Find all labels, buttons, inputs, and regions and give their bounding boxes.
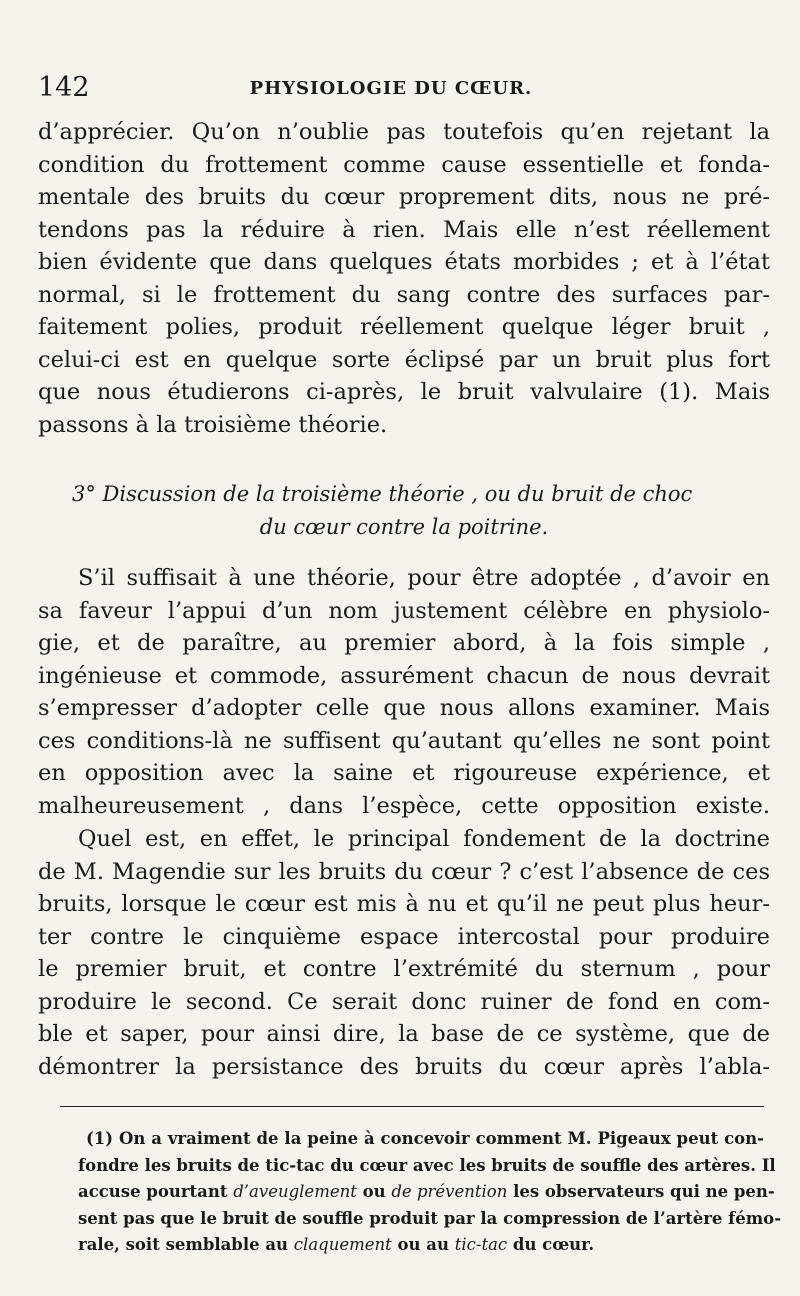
footnote-emphasis: claquement: [293, 1235, 392, 1254]
footnote-emphasis: tic-tac: [454, 1235, 508, 1254]
text-line: S’il suffisait à une théorie, pour être adoptée , d’avoir en: [78, 565, 770, 591]
text-line: le premier bruit, et contre l’extrémité du sternum , pour: [38, 956, 770, 982]
text-line: passons à la troisième théorie.: [38, 411, 388, 438]
section-heading-line-2: du cœur contre la poitrine.: [259, 515, 549, 539]
section-heading-line-1: 3° Discussion de la troisième théorie , ou du bruit de choc: [72, 482, 693, 506]
paragraph-2: [38, 562, 770, 822]
footnote-line: [78, 1179, 775, 1206]
running-title: PHYSIOLOGIE DU CŒUR.: [249, 78, 533, 99]
footnote-line: fondre les bruits de tic-tac du cœur avec les bruits de souffle des artères. Il: [78, 1155, 776, 1175]
paragraph-1: [38, 116, 770, 441]
text-line: faitement polies, produit réellement quelque léger bruit ,: [38, 314, 770, 340]
footnote-text: accuse pourtant: [78, 1182, 234, 1201]
page-number: 142: [38, 72, 90, 103]
text-line: bruits, lorsque le cœur est mis à nu et qu’il ne peut plus heur-: [38, 891, 770, 917]
text-line: mentale des bruits du cœur proprement dits, nous ne pré-: [38, 184, 770, 210]
footnote-emphasis: d’aveuglement: [233, 1182, 357, 1201]
footnote-text: les observateurs qui ne pen-: [507, 1182, 775, 1201]
section-heading: [38, 478, 770, 544]
text-line: gie, et de paraître, au premier abord, à la fois simple ,: [38, 630, 770, 656]
footnote-text: du cœur.: [507, 1235, 595, 1254]
footnote-text: rale, soit semblable au: [78, 1235, 294, 1254]
text-line: que nous étudierons ci-après, le bruit valvulaire (1). Mais: [38, 379, 770, 405]
text-line: ble et saper, pour ainsi dire, la base de ce système, que de: [38, 1021, 770, 1047]
footnote-emphasis: de prévention: [391, 1182, 508, 1201]
text-line: bien évidente que dans quelques états morbides ; et à l’état: [38, 249, 770, 275]
text-line: malheureusement , dans l’espèce, cette opposition existe.: [38, 792, 770, 819]
text-line: démontrer la persistance des bruits du cœur après l’abla-: [38, 1053, 770, 1080]
text-line: condition du frottement comme cause essentielle et fonda-: [38, 151, 770, 178]
text-line: sa faveur l’appui d’un nom justement célèbre en physiolo-: [38, 597, 770, 624]
text-line: celui-ci est en quelque sorte éclipsé par un bruit plus fort: [38, 346, 770, 373]
text-line: ces conditions-là ne suffisent qu’autant qu’elles ne sont point: [38, 727, 770, 754]
text-line: s’empresser d’adopter celle que nous allons examiner. Mais: [38, 695, 770, 721]
text-line: produire le second. Ce serait donc ruiner de fond en com-: [38, 988, 770, 1015]
footnote-line: [78, 1232, 764, 1259]
text-line: de M. Magendie sur les bruits du cœur ? c’est l’absence de ces: [38, 858, 770, 885]
text-line: Quel est, en effet, le principal fondement de la doctrine: [78, 826, 770, 852]
text-line: en opposition avec la saine et rigoureuse expérience, et: [38, 760, 770, 786]
text-line: ingénieuse et commode, assurément chacun de nous devrait: [38, 662, 770, 689]
footnote-text: ou: [356, 1182, 392, 1201]
text-line: d’apprécier. Qu’on n’oublie pas toutefois qu’en rejetant la: [38, 119, 770, 145]
footnote-line: sent pas que le bruit de souffle produit par la compression de l’artère fémo-: [78, 1208, 782, 1228]
text-line: tendons pas la réduire à rien. Mais elle n’est réellement: [38, 216, 770, 243]
footnote-line: (1) On a vraiment de la peine à concevoir comment M. Pigeaux peut con-: [86, 1129, 764, 1148]
footnote-text: ou au: [391, 1235, 455, 1254]
footnote: [78, 1126, 782, 1259]
paragraph-3: [38, 823, 770, 1083]
footnote-divider: [60, 1106, 764, 1107]
page-header: [38, 70, 744, 106]
text-line: normal, si le frottement du sang contre des surfaces par-: [38, 281, 770, 308]
text-line: ter contre le cinquième espace intercostal pour produire: [38, 923, 770, 950]
